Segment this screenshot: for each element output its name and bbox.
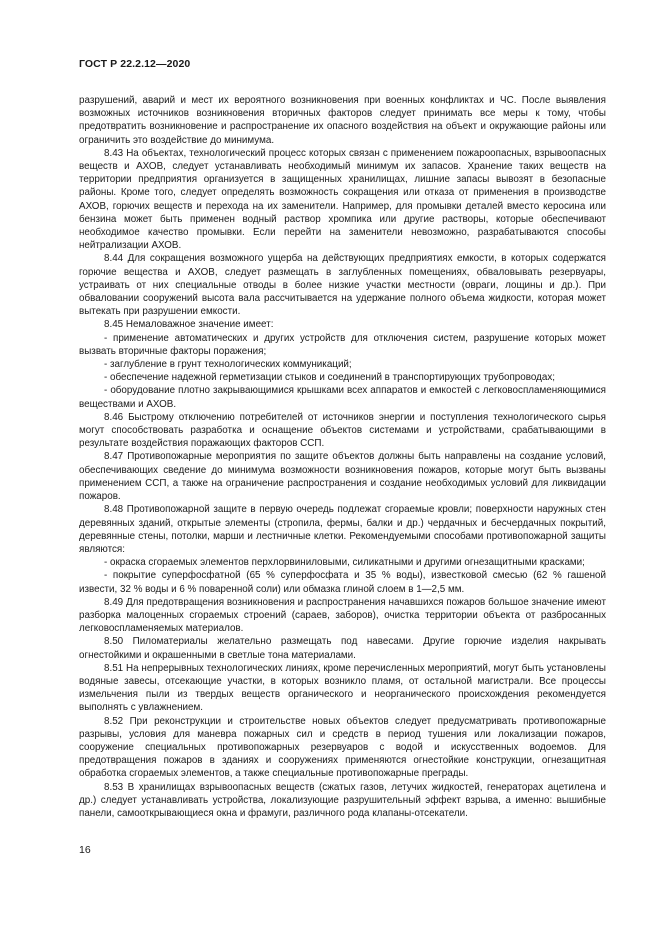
paragraph-8-46: 8.46 Быстрому отключению потребителей от источников энергии и поступления технологического сырья могут способствовать разработка и оснащение объектов системами и устройствами, срабатывающими в результате воздействия поражающих факторов ССП. [79, 411, 606, 450]
paragraph-8-52: 8.52 При реконструкции и строительстве новых объектов следует предусматривать противопожарные разрывы, условия для маневра пожарных сил и средств в период тушения или локализации пожаров, сооружение специальных противопожарных резервуаров с водой и искусственных водоемов. Для предотвращения пожаров в зданиях и сооружениях применяются огнестойкие конструкции, огнезащитная обработка сгораемых элементов, а также специальные противопожарные преграды. [79, 715, 606, 780]
standard-header: ГОСТ Р 22.2.12—2020 [79, 58, 191, 70]
paragraph-continuation: разрушений, аварий и мест их вероятного возникновения при военных конфликтах и ЧС. После выявления возможных источников возникновения вторичных факторов следует принимать все меры к тому, чтобы предотвратить возникновение и распространение их опасного воздействия на объект и окружающие районы или ограничить это воздействие до минимума. [79, 95, 606, 146]
paragraph-8-49: 8.49 Для предотвращения возникновения и распространения начавшихся пожаров большое значение имеют разборка малоценных сгораемых строений (сараев, заборов), очистка территории объекта от разбросанных легковоспламеняемых материалов. [79, 596, 606, 635]
paragraph-8-53: 8.53 В хранилищах взрывоопасных веществ (сжатых газов, летучих жидкостей, генераторах ацетилена и др.) следует устанавливать устройства, локализующие разрушительный эффект взрыва, а именно: вышибные панели, самооткрывающиеся окна и фрамуги, различного рода клапаны-отсекатели. [79, 781, 606, 819]
paragraph-8-51: 8.51 На непрерывных технологических линиях, кроме перечисленных мероприятий, могут быть установлены водяные завесы, отсекающие участки, в которых возникло пламя, от остальной магистрали. Все процессы измельчения пыли из твердых веществ органического и неорганического происхождения рекомендуется выполнять с увлажнением. [79, 662, 606, 714]
list-item: - применение автоматических и других устройств для отключения систем, разрушение которых может вызвать вторичные факторы поражения; [79, 332, 606, 357]
paragraph-8-45: 8.45 Немаловажное значение имеет: [104, 319, 274, 331]
list-item: - заглубление в грунт технологических коммуникаций; [104, 359, 352, 371]
paragraph-8-47: 8.47 Противопожарные мероприятия по защите объектов должны быть направлены на создание условий, обеспечивающих сведение до минимума возможности возникновения пожаров, которые могут быть вызваны применением ССП, а также на ограничение распространения и создание необходимых условий для ликвидации пожаров. [79, 451, 606, 503]
list-item: - окраска сгораемых элементов перхлорвиниловыми, силикатными и другими огнезащитными красками; [104, 557, 585, 569]
paragraph-8-43: 8.43 На объектах, технологический процесс которых связан с применением пожароопасных, взрывоопасных веществ и АХОВ, следует устанавливать необходимый минимум их запасов. Хранение таких веществ на территории предприятия организуется в защищенных хранилищах, лишние запасы вывозят в безопасные районы. Кроме того, следует определять возможность сокращения или отказа от применения в производстве АХОВ, горючих веществ и перехода на их заменители. Например, для промывки деталей вместо керосина или бензина может быть применен водный раствор хромпика или другие растворы, которые обеспечивают необходимое качество промывки. Если перейти на заменители невозможно, разрабатываются способы нейтрализации АХОВ. [79, 147, 606, 252]
list-item: - оборудование плотно закрывающимися крышками всех аппаратов и емкостей с легковоспламеняющимися веществами и АХОВ. [79, 385, 606, 410]
document-body [79, 94, 606, 820]
paragraph-8-48: 8.48 Противопожарной защите в первую очередь подлежат сгораемые кровли; поверхности наружных стен деревянных зданий, открытые элементы (стропила, фермы, балки и др.) чердачных и бесчердачных покрытий, деревянные стены, потолки, марши и лестничные клетки. Рекомендуемыми способами противопожарной защиты являются: [79, 504, 606, 555]
paragraph-8-50: 8.50 Пиломатериалы желательно размещать под навесами. Другие горючие изделия накрывать огнестойкими и окрашенными в светлые тона материалами. [79, 636, 606, 661]
page-number: 16 [79, 844, 91, 856]
list-item: - покрытие суперфосфатной (65 % суперфосфата и 35 % воды), известковой смесью (62 % гашеной извести, 32 % воды и 6 % поваренной соли) или обмазка глиной слоем в 1—2,5 мм. [79, 570, 606, 595]
list-item: - обеспечение надежной герметизации стыков и соединений в транспортирующих трубопроводах; [104, 372, 555, 384]
paragraph-8-44: 8.44 Для сокращения возможного ущерба на действующих предприятиях емкости, в которых содержатся горючие вещества и АХОВ, следует размещать в заглубленных помещениях, обваловывать резервуары, устраивать от них специальные отводы в более низкие участки местности (овраги, лощины и др.). При обваловании сооружений высота вала рассчитывается на удержание полного объема жидкости, которая может вытекать при разрушении емкости. [79, 253, 606, 318]
